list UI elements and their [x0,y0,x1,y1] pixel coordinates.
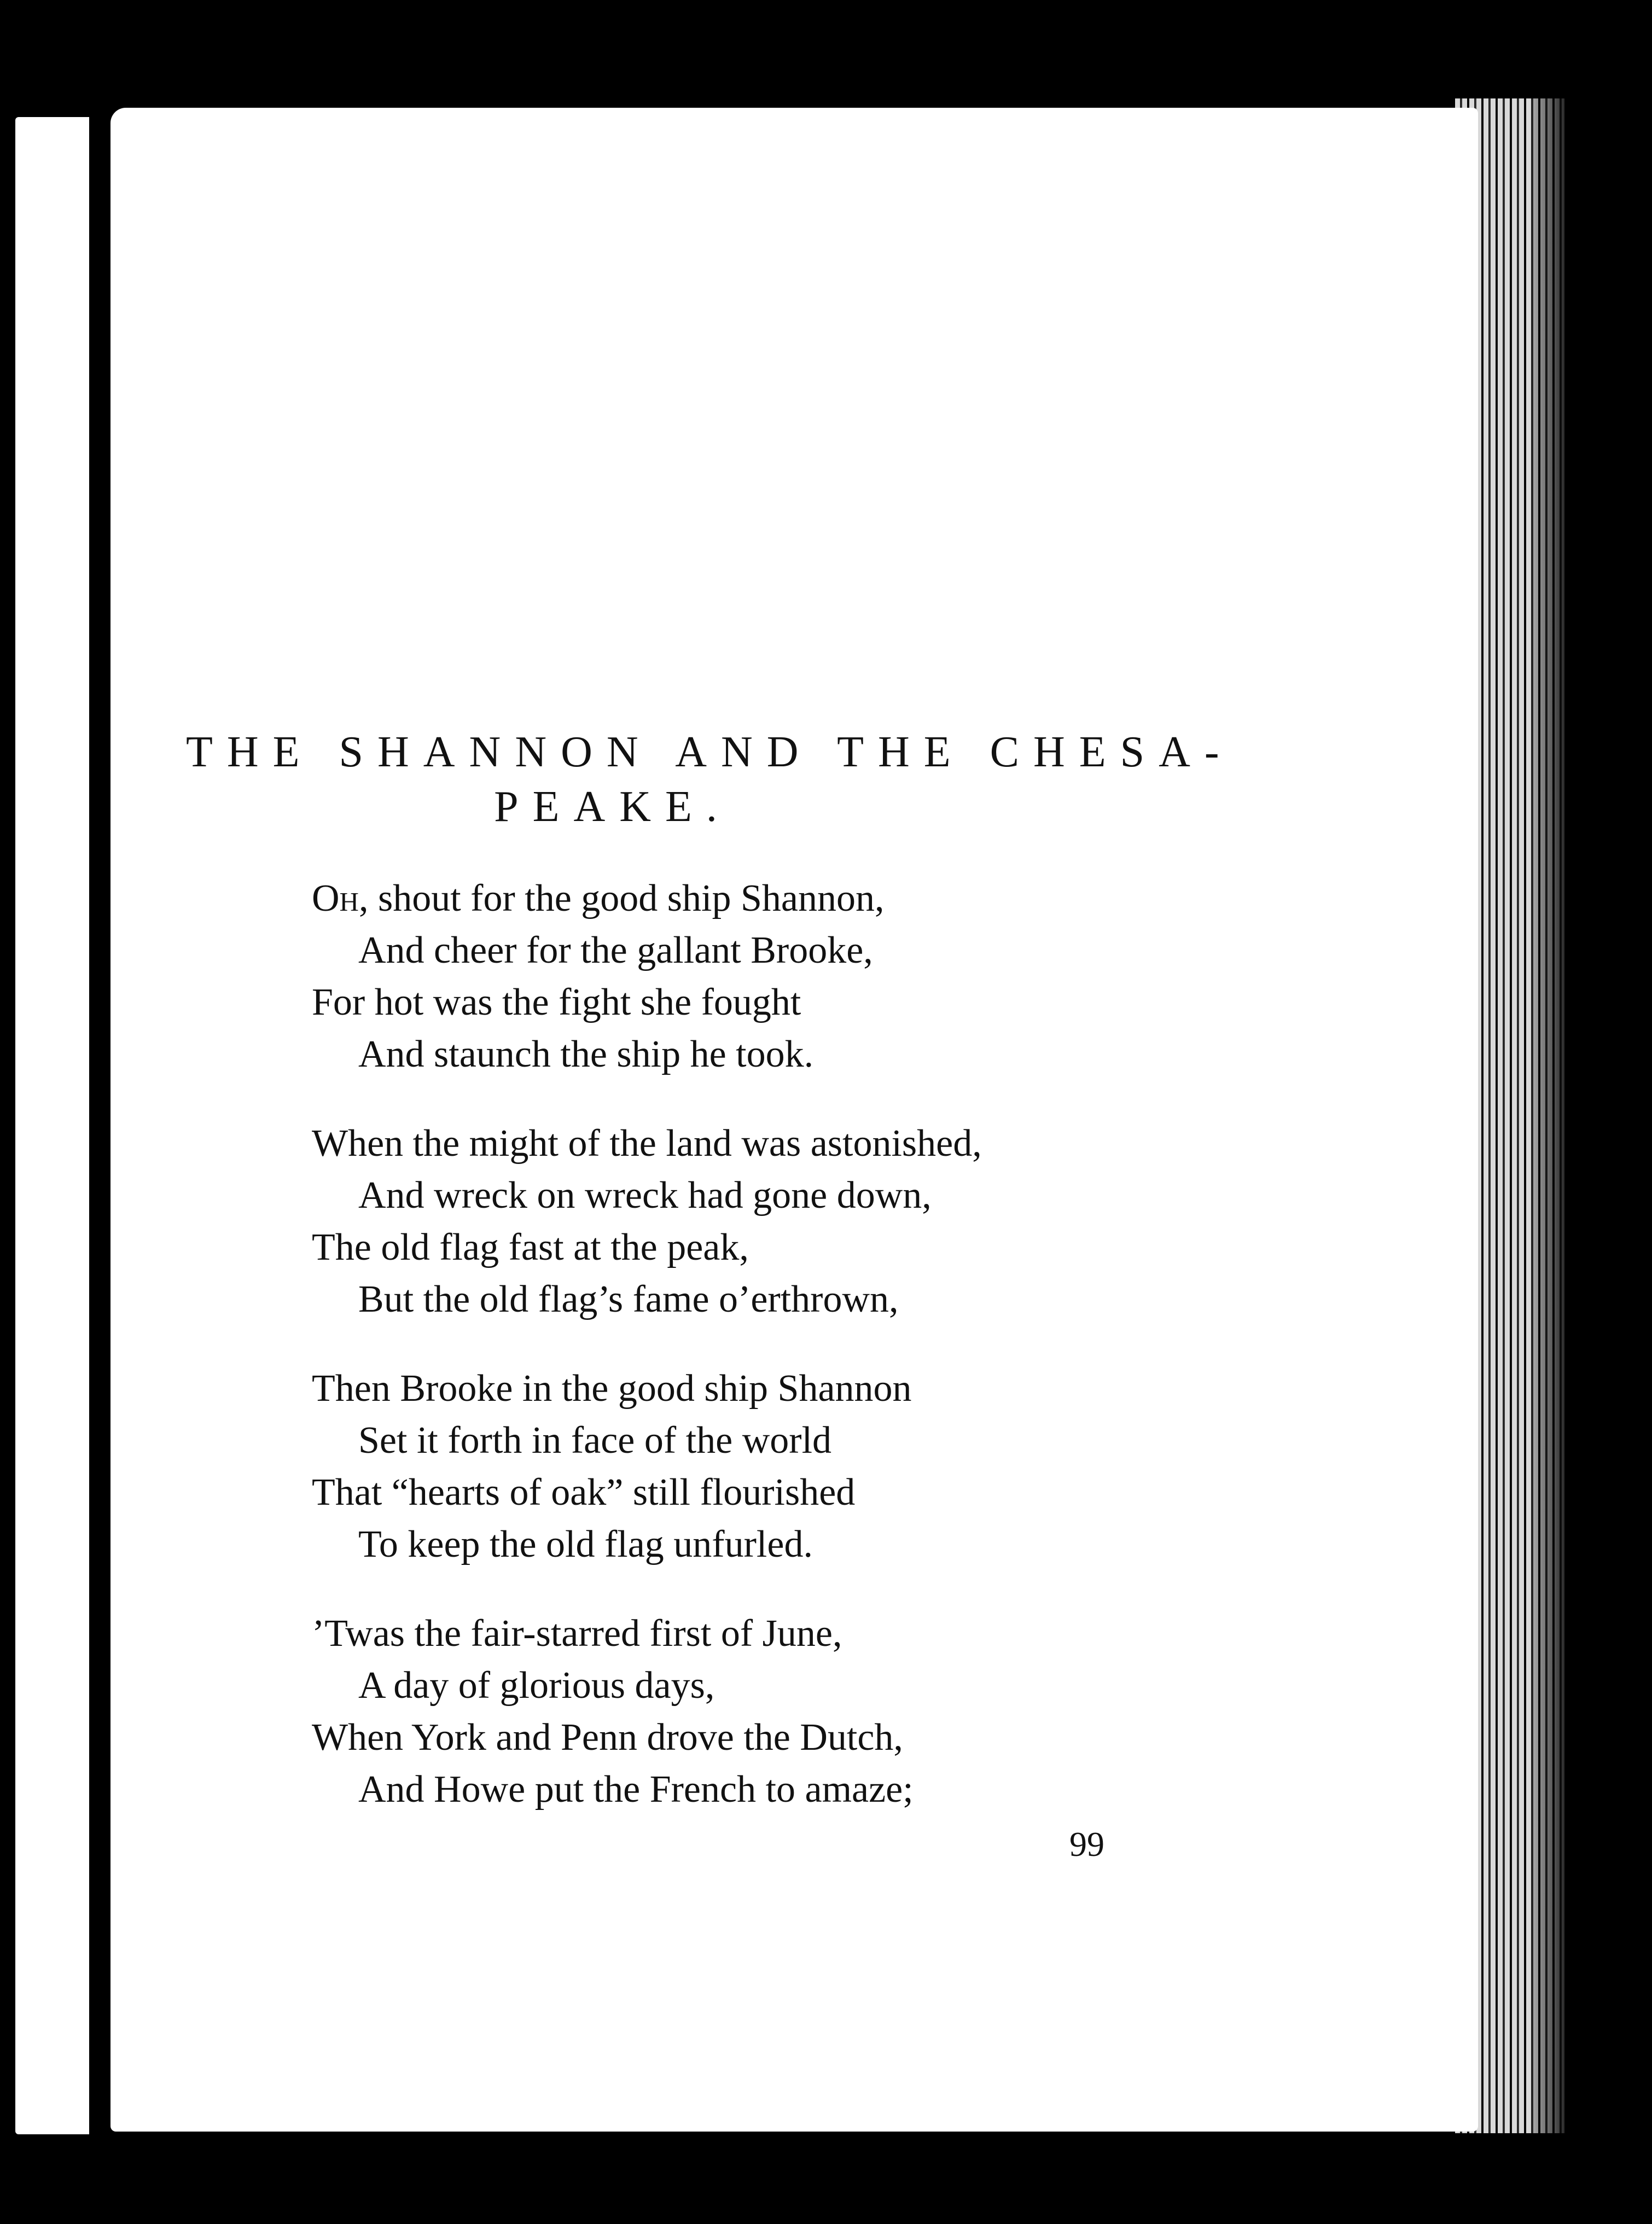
stanza [312,872,982,1080]
poem-body [312,872,982,1853]
verse-line: For hot was the fight she fought [312,981,801,1023]
page-number: 99 [1069,1825,1104,1864]
previous-page-edge [15,117,89,2134]
verse-line [312,872,982,924]
stanza [312,1117,982,1325]
stanza [312,1608,982,1815]
verse-line: And cheer for the gallant Brooke, [358,929,873,971]
verse-line: ’Twas the fair-starred first of June, [312,1612,842,1655]
verse-line: A day of glorious days, [358,1664,715,1707]
verse-line: When York and Penn drove the Dutch, [312,1716,903,1759]
stanza [312,1363,982,1570]
poem-title [186,725,1234,834]
poem-title-line-1: THE SHANNON AND THE CHESA- [186,728,1234,776]
verse-line: That “hearts of oak” still flourished [312,1471,856,1513]
verse-line: And Howe put the French to amaze; [358,1768,914,1810]
verse-line: The old flag fast at the peak, [312,1226,749,1268]
verse-line: And wreck on wreck had gone down, [358,1174,932,1216]
verse-line: And staunch the ship he took. [358,1033,814,1075]
verse-line: But the old flag’s fame o’erthrown, [358,1278,899,1320]
verse-lead-word: Oh [312,877,359,919]
verse-line: Set it forth in face of the world [358,1419,832,1462]
verse-line: To keep the old flag unfurled. [358,1523,813,1565]
verse-line: Then Brooke in the good ship Shannon [312,1367,912,1410]
page-stack-shadow [1532,98,1575,2133]
verse-line-text: , shout for the good ship Shannon, [358,877,885,919]
verse-line: When the might of the land was astonished, [312,1122,982,1165]
poem-title-line-2: PEAKE. [494,783,731,831]
